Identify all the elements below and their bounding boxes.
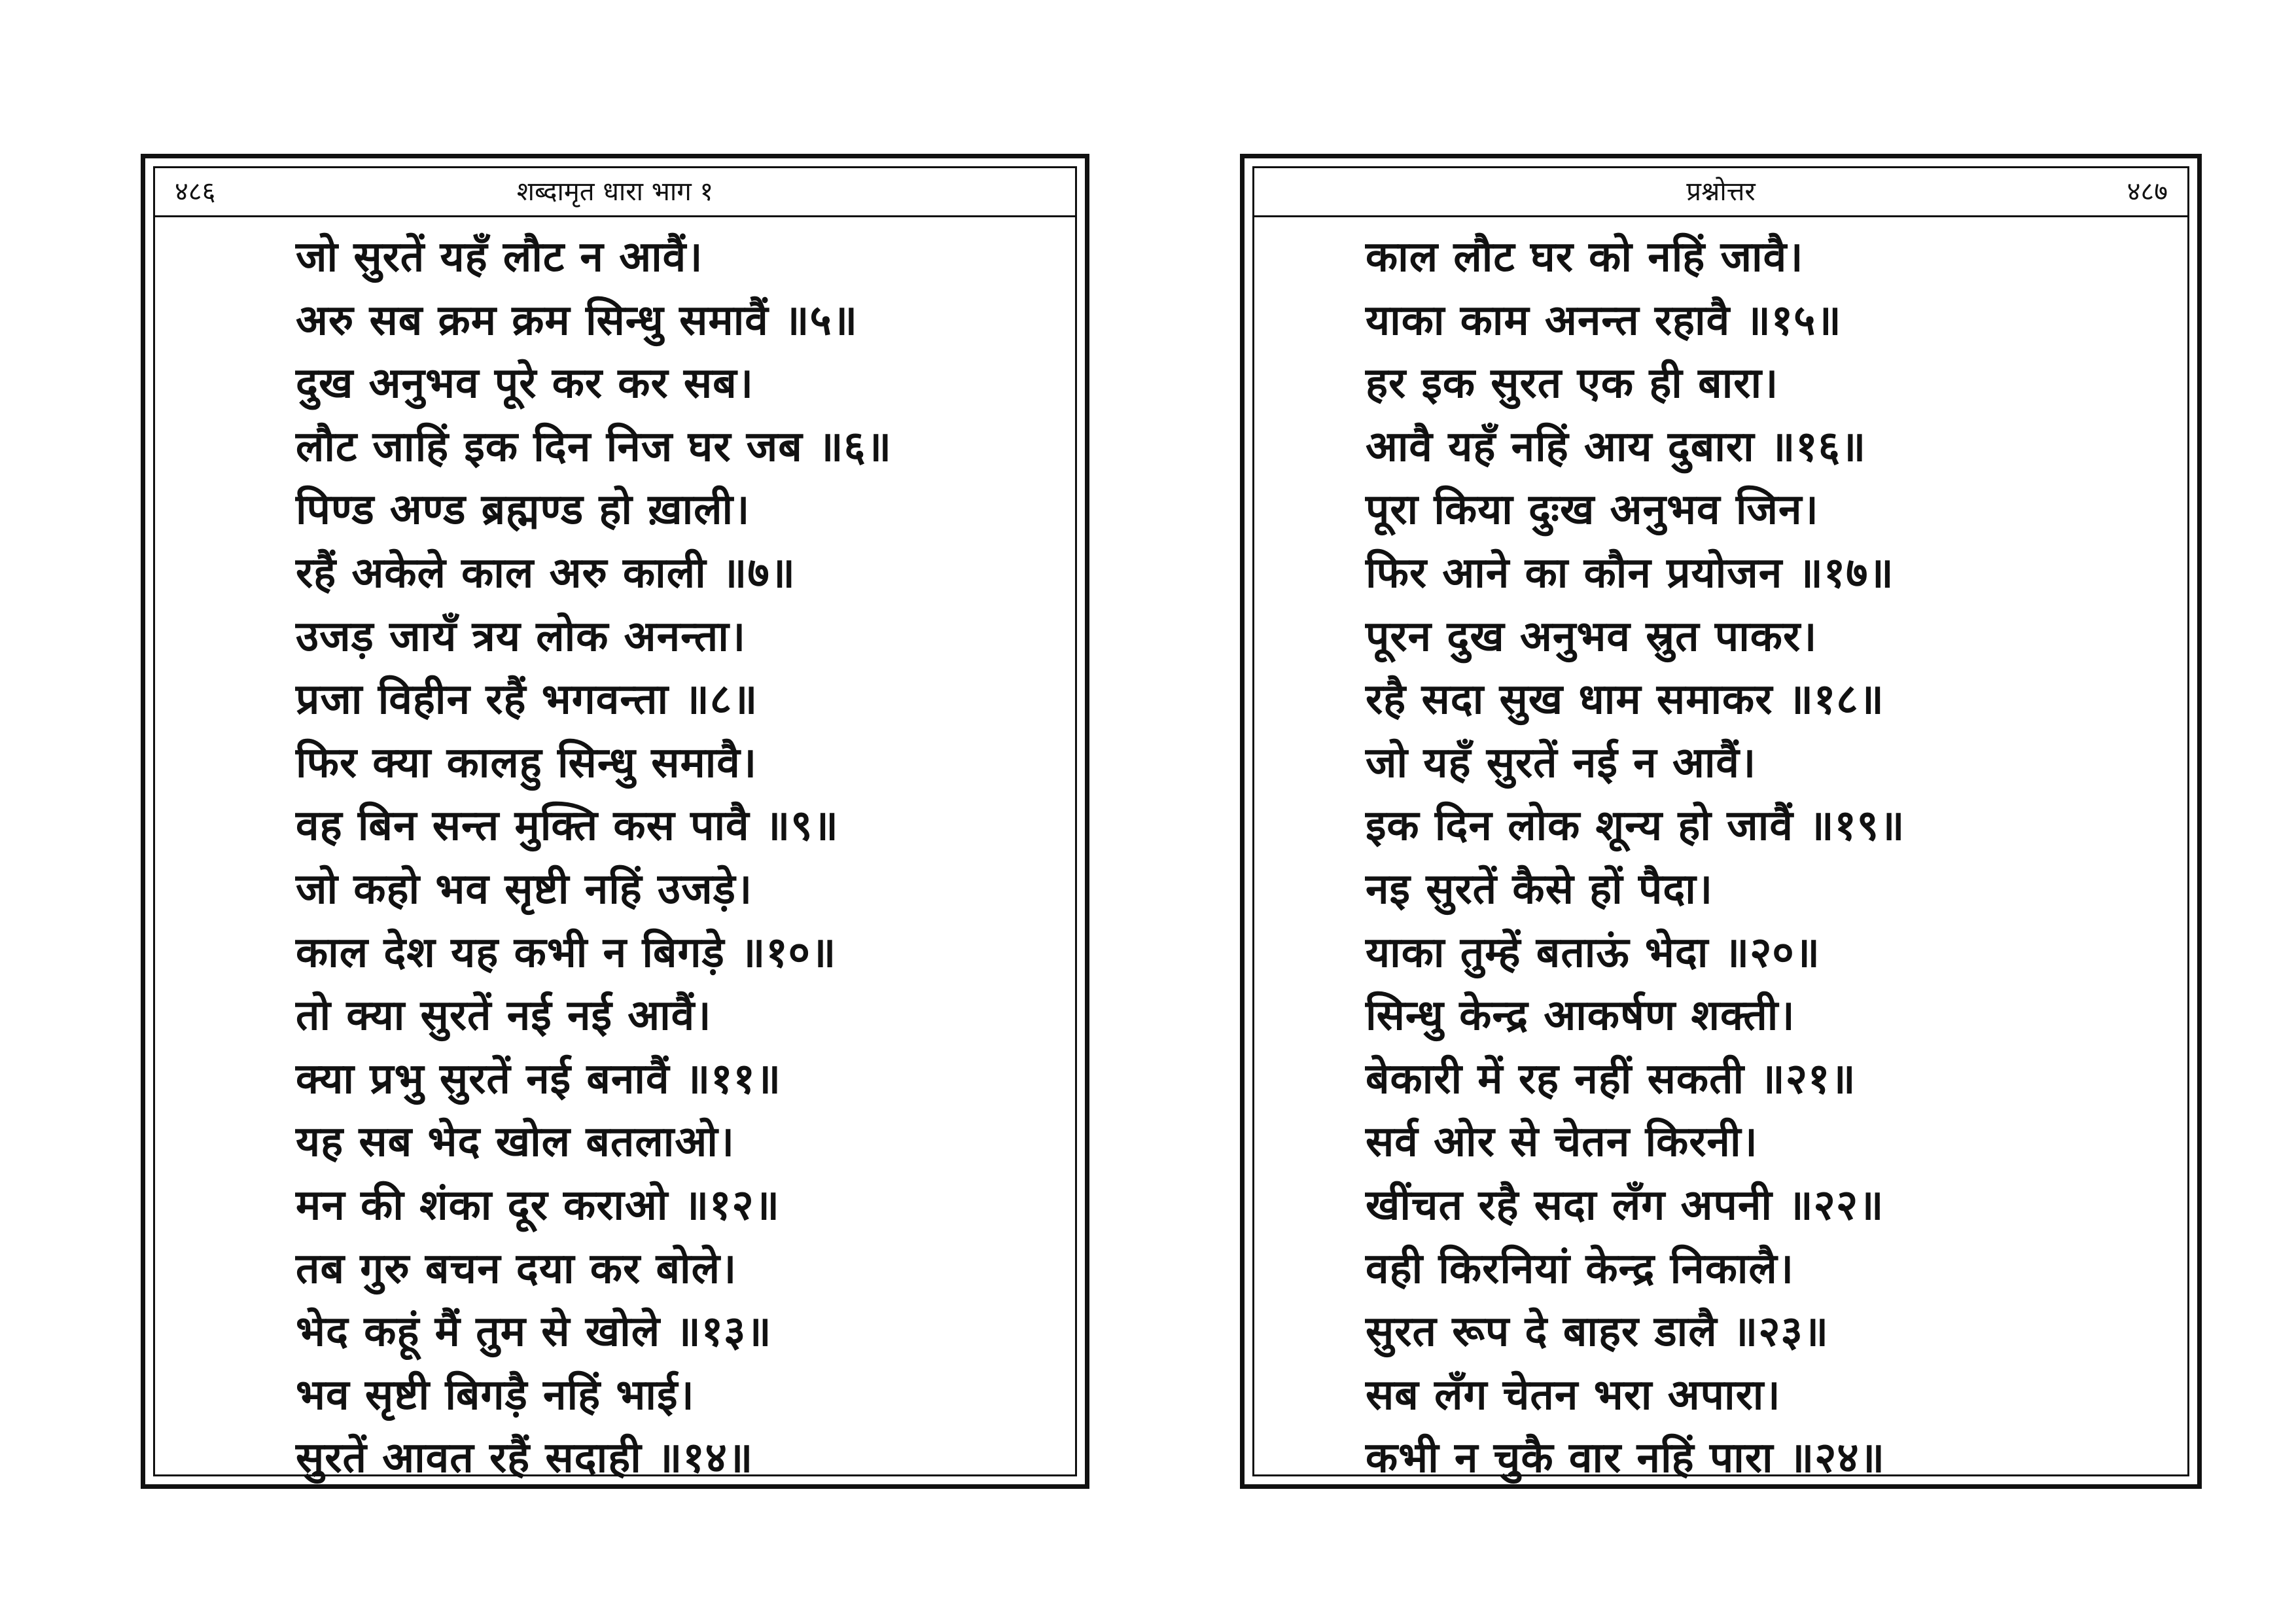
verse-line: तो क्या सुरतें नई नई आवैं। <box>296 991 712 1041</box>
verse-line: खींचत रहै सदा लँग अपनी ॥२२॥ <box>1366 1181 1884 1230</box>
left-page-number: ४८६ <box>175 177 216 207</box>
right-page-header <box>1254 168 2187 217</box>
verse-line: जो सुरतें यहँ लौट न आवैं। <box>296 233 703 281</box>
verse-line: पूरन दुख अनुभव स्रुत पाकर। <box>1366 612 1818 661</box>
verse-line: क्या प्रभु सुरतें नई बनावैं ॥११॥ <box>296 1054 782 1103</box>
verse-line: नइ सुरतें कैसे हों पैदा। <box>1366 865 1714 914</box>
verse-line: कभी न चुकै वार नहिं पारा ॥२४॥ <box>1366 1434 1886 1483</box>
verse-line: हर इक सुरत एक ही बारा। <box>1366 359 1779 408</box>
right-page <box>1240 154 2202 1489</box>
verse-line: प्रजा विहीन रहैं भगवन्ता ॥८॥ <box>296 675 758 724</box>
verse-line: सब लँग चेतन भरा अपारा। <box>1366 1370 1781 1419</box>
verse-line: फिर क्या कालहु सिन्धु समावै। <box>296 738 758 787</box>
verse-line: काल लौट घर को नहिं जावै। <box>1366 233 1804 281</box>
left-running-title: शब्दामृत धारा भाग १ <box>516 177 714 207</box>
right-running-title: प्रश्नोत्तर <box>1686 177 1756 207</box>
verse-line: याका काम अनन्त रहावै ॥१५॥ <box>1366 296 1842 345</box>
verse-line: रहैं अकेले काल अरु काली ॥७॥ <box>296 548 796 597</box>
right-page-number: ४८७ <box>2127 177 2168 207</box>
verse-line: उजड़ जायँ त्रय लोक अनन्ता। <box>296 612 747 661</box>
verse-line: काल देश यह कभी न बिगड़े ॥१०॥ <box>296 928 837 977</box>
verse-line: आवै यहँ नहिं आय दुबारा ॥१६॥ <box>1366 422 1867 471</box>
verse-line: लौट जाहिं इक दिन निज घर जब ॥६॥ <box>296 422 892 471</box>
verse-line: इक दिन लोक शून्य हो जावैं ॥१९॥ <box>1366 802 1905 851</box>
verse-line: अरु सब क्रम क्रम सिन्धु समावैं ॥५॥ <box>296 296 858 345</box>
verse-line: भेद कहूं मैं तुम से खोले ॥१३॥ <box>296 1308 772 1357</box>
left-page-frame <box>153 166 1077 1483</box>
verse-line: वह बिन सन्त मुक्ति कस पावै ॥९॥ <box>296 802 839 851</box>
verse-line: फिर आने का कौन प्रयोजन ॥१७॥ <box>1366 548 1894 597</box>
verse-line: दुख अनुभव पूरे कर कर सब। <box>296 359 754 408</box>
right-verse-list <box>1254 226 2187 1490</box>
right-page-frame <box>1252 166 2189 1483</box>
left-verse-list <box>155 226 1075 1490</box>
verse-line: यह सब भेद खोल बतलाओ। <box>296 1118 735 1167</box>
verse-line: जो यहँ सुरतें नई न आवैं। <box>1366 738 1757 787</box>
verse-line: मन की शंका दूर कराओ ॥१२॥ <box>296 1181 780 1230</box>
verse-line: सुरतें आवत रहैं सदाही ॥१४॥ <box>296 1434 754 1483</box>
verse-line: याका तुम्हें बताऊं भेदा ॥२०॥ <box>1366 928 1820 977</box>
verse-line: भव सृष्टी बिगड़ै नहिं भाई। <box>296 1370 695 1419</box>
verse-line: तब गुरु बचन दया कर बोले। <box>296 1244 737 1293</box>
verse-line: पिण्ड अण्ड ब्रह्मण्ड हो ख़ाली। <box>296 486 751 535</box>
verse-line: बेकारी में रह नहीं सकती ॥२१॥ <box>1366 1054 1856 1103</box>
verse-line: सुरत रूप दे बाहर डालै ॥२३॥ <box>1366 1308 1829 1357</box>
verse-line: सिन्धु केन्द्र आकर्षण शक्ती। <box>1366 991 1795 1041</box>
verse-line: पूरा किया दुःख अनुभव जिन। <box>1366 486 1819 535</box>
left-page <box>141 154 1089 1489</box>
verse-line: वही किरनियां केन्द्र निकालै। <box>1366 1244 1795 1293</box>
verse-line: सर्व ओर से चेतन किरनी। <box>1366 1118 1758 1167</box>
verse-line: रहै सदा सुख धाम समाकर ॥१८॥ <box>1366 675 1884 724</box>
left-page-header <box>155 168 1075 217</box>
verse-line: जो कहो भव सृष्टी नहिं उजड़े। <box>296 865 753 914</box>
